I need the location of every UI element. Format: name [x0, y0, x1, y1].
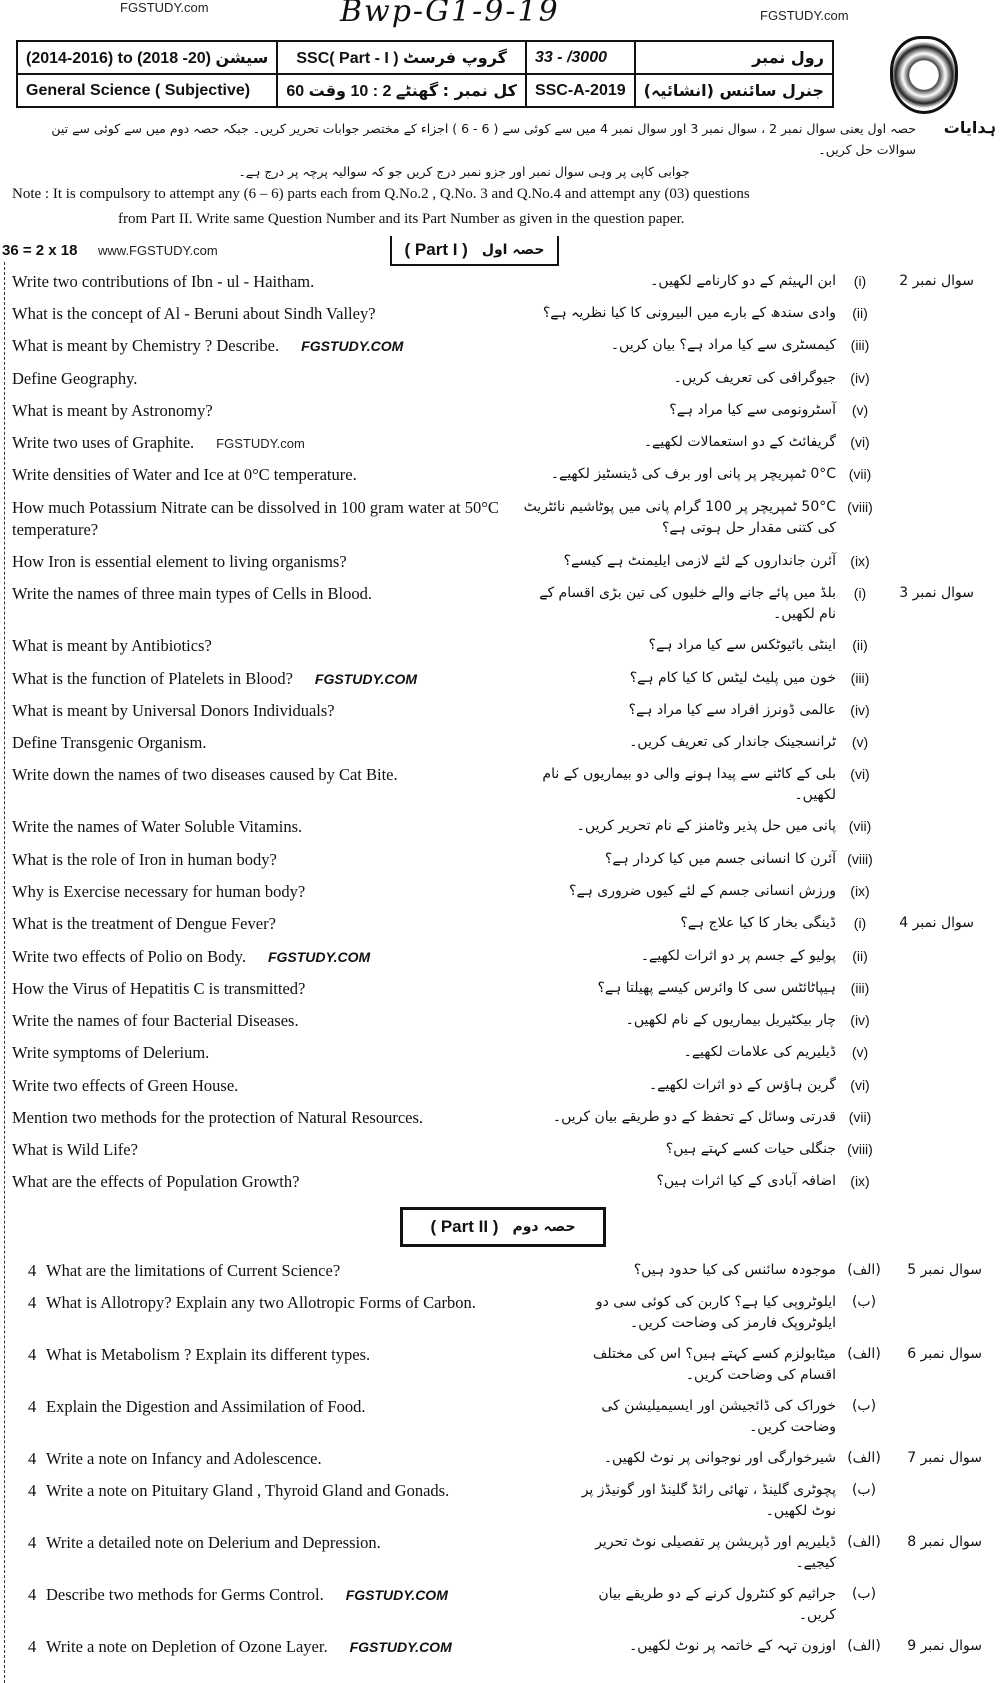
question-text-urdu: گریفائٹ کے دو استعمالات لکھیے۔ [643, 434, 836, 451]
instructions-line-1: حصہ اول یعنی سوال نمبر 2 ، سوال نمبر 3 اور سوال نمبر 4 میں سے کوئی سے ( 6 - 6 ) اجزاء کے مختصر جوابات تحریر کریں۔ جبکہ حصہ دوم میں سے کوئی سے تین سوالات حل کریں۔ [51, 121, 916, 158]
question-text-urdu: شیرخوارگی اور نوجوانی پر نوٹ لکھیں۔ [603, 1449, 836, 1466]
question-text: What are the limitations of Current Science? [46, 1260, 341, 1280]
question-text: Write the names of three main types of Cells in Blood. [12, 584, 372, 604]
question-cell [0, 881, 520, 903]
question-text: Write a detailed note on Delerium and Depression. [46, 1533, 381, 1553]
question-part-number: (v) [851, 1044, 869, 1061]
time-value: 2 : 10 [350, 82, 392, 100]
question-number-label: سوال نمبر 8 [907, 1534, 982, 1551]
instructions-text [12, 118, 916, 182]
question-text: What is Allotropy? Explain any two Allotropic Forms of Carbon. [46, 1292, 476, 1312]
question-text-urdu: پچوٹری گلینڈ ، تھائی رائڈ گلینڈ اور گونیڈز پر نوٹ لکھیں۔ [581, 1482, 836, 1520]
question-marks: 4 [28, 1637, 37, 1657]
question-part-label: (ب) [851, 1586, 877, 1603]
question-cell [0, 849, 520, 871]
question-row [0, 459, 1006, 491]
question-part-number: (vi) [850, 1076, 870, 1093]
part2-title: ( Part II ) [430, 1216, 499, 1236]
question-text-urdu: چار بیکٹیریل بیماریوں کے نام لکھیں۔ [625, 1012, 836, 1029]
question-text: What is meant by Universal Donors Individuals? [12, 700, 335, 720]
question-text: Describe two methods for Germs Control. [46, 1585, 324, 1605]
question-cell [0, 978, 520, 1000]
part1-questions [0, 266, 1006, 1199]
question-part-number: (ix) [850, 1173, 870, 1190]
question-text: How Iron is essential element to living organisms? [12, 552, 347, 572]
question-cell [0, 1075, 520, 1097]
roll-number-label: رول نمبر [752, 48, 824, 67]
question-cell [0, 432, 520, 454]
question-cell [0, 816, 520, 838]
part1-heading [390, 236, 559, 266]
question-number-label: سوال نمبر 3 [899, 585, 974, 602]
question-text: What is meant by Antibiotics? [12, 636, 212, 656]
question-cell [0, 1396, 560, 1418]
question-text: Write a note on Infancy and Adolescence. [46, 1448, 322, 1468]
note-line-2: from Part II. Write same Question Number and its Part Number as given in the question paper. [118, 210, 685, 227]
question-part-number: (vii) [848, 1108, 872, 1125]
question-number-label: سوال نمبر 9 [907, 1638, 982, 1655]
question-part-number: (iv) [850, 701, 870, 718]
question-row [0, 811, 1006, 843]
hours-label: گھنٹے [395, 80, 439, 100]
question-number-label: سوال نمبر 6 [907, 1345, 982, 1362]
question-cell [0, 497, 520, 542]
handwritten-paper-code: Bwp-G1-9-19 [340, 0, 560, 29]
question-text-urdu: آئرن کا انسانی جسم میں کیا کردار ہے؟ [604, 850, 836, 867]
question-cell [0, 1480, 560, 1502]
question-part-number: (vi) [850, 766, 870, 783]
question-number-label: سوال نمبر 7 [907, 1449, 982, 1466]
question-cell [0, 700, 520, 722]
question-row [0, 363, 1006, 395]
instructions [0, 118, 1006, 182]
question-cell [0, 335, 520, 357]
question-cell [0, 1636, 560, 1658]
question-cell [0, 946, 520, 968]
question-text-urdu: جراثیم کو کنٹرول کرنے کے دو طریقے بیان کریں۔ [598, 1586, 836, 1624]
question-text: Write a note on Pituitary Gland , Thyroid Gland and Gonads. [46, 1481, 450, 1501]
question-marks: 4 [28, 1260, 37, 1280]
question-cell [0, 271, 520, 293]
question-text-urdu: موجودہ سائنس کی کیا حدود ہیں؟ [633, 1261, 836, 1278]
subject-name: General Science ( Subjective) [26, 81, 251, 99]
question-text: Write the names of Water Soluble Vitamins. [12, 817, 303, 837]
question-text-urdu: پولیو کے جسم پر دو اثرات لکھیے۔ [640, 947, 836, 964]
question-text-urdu: ٹرانسجینک جاندار کی تعریف کریں۔ [629, 734, 836, 751]
question-text: Write two contributions of Ibn - ul - Haitham. [12, 271, 315, 291]
question-text-urdu: عالمی ڈونرز افراد سے کیا مراد ہے؟ [628, 701, 836, 718]
question-marks: 4 [28, 1533, 37, 1553]
question-part-number: (iv) [850, 369, 870, 386]
question-cell [0, 1010, 520, 1032]
question-row [0, 695, 1006, 727]
question-text: What is the treatment of Dengue Fever? [12, 914, 276, 934]
question-text: Write the names of four Bacterial Diseases. [12, 1011, 299, 1031]
question-text-urdu: بلی کے کاٹنے سے پیدا ہونے والی دو بیماریوں کے نام لکھیں۔ [542, 766, 836, 804]
question-row [0, 908, 1006, 940]
question-marks: 4 [28, 1585, 37, 1605]
question-part-number: (i) [853, 585, 867, 602]
question-text: Write a note on Depletion of Ozone Layer. [46, 1637, 328, 1657]
question-text: What is meant by Astronomy? [12, 400, 213, 420]
question-part-number: (viii) [847, 1141, 873, 1158]
question-text: What is Wild Life? [12, 1140, 138, 1160]
question-text: Write two effects of Polio on Body. [12, 946, 246, 966]
question-text: How the Virus of Hepatitis C is transmitted? [12, 978, 306, 998]
question-part-number: (ii) [852, 637, 868, 654]
question-part-number: (vi) [850, 434, 870, 451]
watermark: FGSTUDY.COM [267, 948, 371, 965]
question-text-urdu: ہیپاٹائٹس سی کا وائرس کیسے پھیلتا ہے؟ [597, 979, 836, 996]
question-text-urdu: قدرتی وسائل کے تحفظ کے دو طریقے بیان کریں۔ [552, 1108, 836, 1125]
total-marks: 60 [286, 82, 305, 100]
watermark: FGSTUDY.com [760, 8, 849, 23]
question-cell [0, 1139, 520, 1161]
question-row [0, 844, 1006, 876]
question-number-label: سوال نمبر 5 [907, 1261, 982, 1278]
question-part-number: (vii) [848, 466, 872, 483]
question-text-urdu: 0°C ٹمپریچر پر پانی اور برف کی ڈینسٹیز لکھیے۔ [550, 466, 836, 483]
question-cell [0, 1448, 560, 1470]
question-cell [0, 583, 520, 605]
question-text: Write down the names of two diseases caused by Cat Bite. [12, 765, 398, 785]
session-label: سیشن [215, 47, 269, 67]
question-row [0, 546, 1006, 578]
question-text: What is the concept of Al - Beruni about Sindh Valley? [12, 304, 376, 324]
question-text-urdu: 50°C ٹمپریچر پر 100 گرام پانی میں پوٹاشیم نائٹریٹ کی کتنی مقدار حل ہوتی ہے؟ [523, 498, 836, 536]
part2-heading-wrap [0, 1199, 1006, 1255]
question-row [0, 395, 1006, 427]
question-number-label: سوال نمبر 2 [899, 272, 974, 289]
question-text: Write densities of Water and Ice at 0°C temperature. [12, 465, 357, 485]
question-text: Why is Exercise necessary for human body? [12, 882, 306, 901]
question-text-urdu: اوزون تہہ کے خاتمہ پر نوٹ لکھیں۔ [629, 1638, 836, 1655]
question-part-number: (iii) [850, 669, 870, 686]
question-text-urdu: پانی میں حل پذیر وٹامنز کے نام تحریر کریں۔ [576, 818, 836, 835]
question-text-urdu: بلڈ میں پائے جانے والے خلیوں کی تین بڑی اقسام کے نام لکھیں۔ [539, 585, 836, 623]
question-cell [0, 668, 520, 690]
question-cell [0, 635, 520, 657]
question-text-urdu: کیمسٹری سے کیا مراد ہے؟ بیان کریں۔ [610, 337, 836, 354]
part2-heading [400, 1207, 606, 1247]
question-part-number: (i) [853, 915, 867, 932]
question-cell [0, 732, 520, 754]
subject-name-urdu: جنرل سائنس (انشائیہ) [643, 81, 824, 100]
question-row [0, 578, 1006, 630]
question-number-label: سوال نمبر 4 [899, 915, 974, 932]
watermark: FGSTUDY.com [120, 0, 209, 15]
question-part-number: (iv) [850, 1012, 870, 1029]
question-marks: 4 [28, 1481, 37, 1501]
question-marks: 4 [28, 1292, 37, 1312]
question-text-urdu: ڈینگی بخار کا کیا علاج ہے؟ [680, 915, 836, 932]
question-row [0, 1631, 1006, 1663]
question-text: What are the effects of Population Growth? [12, 1172, 300, 1192]
question-text-urdu: آسٹرونومی سے کیا مراد ہے؟ [669, 401, 836, 418]
question-part-number: (iii) [850, 979, 870, 996]
question-row [0, 266, 1006, 298]
question-cell [0, 913, 520, 935]
question-row [0, 727, 1006, 759]
question-part-number: (viii) [847, 498, 873, 515]
watermark: www.FGSTUDY.com [98, 243, 218, 259]
question-part-label: (الف) [847, 1345, 881, 1362]
question-text-urdu: ڈیلیریم کی علامات لکھیے۔ [683, 1044, 836, 1061]
question-part-label: (ب) [851, 1397, 877, 1414]
question-text: How much Potassium Nitrate can be dissolved in 100 gram water at 50°C temperature? [12, 497, 499, 539]
question-text-urdu: خوراک کی ڈائجیشن اور ایسیمیلیشن کی وضاحت کریں۔ [601, 1397, 836, 1435]
question-row [0, 973, 1006, 1005]
question-part-number: (viii) [847, 850, 873, 867]
question-text-urdu: وادی سندھ کے بارے میں البیرونی کا کیا نظریہ ہے؟ [542, 305, 836, 322]
question-part-label: (ب) [851, 1482, 877, 1499]
question-row [0, 1287, 1006, 1339]
question-marks: 4 [28, 1448, 37, 1468]
question-row [0, 1579, 1006, 1631]
question-cell [0, 1042, 520, 1064]
part1-title: ( Part I ) [404, 239, 468, 259]
question-text-urdu: آئرن جانداروں کے لئے لازمی ایلیمنٹ ہے کیسے؟ [563, 553, 836, 570]
question-row [0, 1134, 1006, 1166]
question-row [0, 1443, 1006, 1475]
instructions-line-2: جوابی کاپی پر وہی سوال نمبر اور جزو نمبر درج کریں جو کہ سوالیہ پرچہ پر درج ہے۔ [238, 163, 690, 179]
note-line-1: Note : It is compulsory to attempt any (6 – 6) parts each from Q.No.2 , Q.No. 3 and Q.No.4 and attempt any (03) questions [12, 185, 750, 202]
question-cell [0, 551, 520, 573]
watermark: FGSTUDY.COM [301, 338, 404, 355]
question-text: What is meant by Chemistry ? Describe. [12, 336, 280, 356]
question-cell [0, 1292, 560, 1314]
question-text: Write symptoms of Delerium. [12, 1043, 210, 1063]
question-cell [0, 368, 520, 390]
question-part-number: (ix) [850, 883, 870, 899]
question-cell [0, 1532, 560, 1554]
question-part-number: (iii) [850, 337, 870, 354]
class-name: SSC( Part - I ) [296, 49, 399, 67]
question-text-urdu: ورزش انسانی جسم کے لئے کیوں ضروری ہے؟ [569, 883, 836, 899]
question-marks: 4 [28, 1344, 37, 1364]
question-text: Write two uses of Graphite. [12, 433, 195, 453]
part2-questions [0, 1255, 1006, 1664]
question-row [0, 1255, 1006, 1287]
total-marks-label: کل نمبر : [442, 80, 517, 100]
exam-code: SSC-A-2019 [534, 81, 626, 99]
question-part-number: (vii) [848, 818, 872, 835]
question-part-number: (i) [853, 272, 867, 289]
question-text-urdu: ایلوٹروپی کیا ہے؟ کاربن کی کوئی سی دو ایلوٹروپک فارمز کی وضاحت کریں۔ [595, 1293, 836, 1331]
question-text-urdu: میٹابولزم کسے کہتے ہیں؟ اس کی مختلف اقسام کی وضاحت کریں۔ [592, 1345, 836, 1383]
question-part-number: (ii) [852, 305, 868, 322]
question-row [0, 759, 1006, 811]
question-part-number: (ix) [850, 553, 870, 570]
question-part-label: (الف) [847, 1638, 881, 1655]
question-row [0, 298, 1006, 330]
part1-marks: 36 = 2 x 18 [2, 242, 78, 260]
question-text: Define Geography. [12, 368, 138, 388]
watermark: FGSTUDY.COM [314, 670, 418, 687]
group-label: گروپ فرسٹ [403, 47, 507, 67]
question-row [0, 427, 1006, 459]
question-text: What is the function of Platelets in Blood? [12, 668, 293, 688]
question-row [0, 876, 1006, 908]
question-text-urdu: گرین ہاؤس کے دو اثرات لکھیے۔ [648, 1076, 836, 1093]
question-text-urdu: خون میں پلیٹ لیٹس کا کیا کام ہے؟ [629, 669, 836, 686]
question-row [0, 1102, 1006, 1134]
part1-title-urdu: حصہ اول [481, 241, 545, 258]
question-row [0, 330, 1006, 362]
question-text: What is Metabolism ? Explain its different types. [46, 1344, 371, 1364]
question-row [0, 630, 1006, 662]
question-text-urdu: جیوگرافی کی تعریف کریں۔ [673, 369, 836, 386]
question-text: Explain the Digestion and Assimilation of Food. [46, 1396, 366, 1416]
question-cell [0, 303, 520, 325]
question-row [0, 941, 1006, 973]
question-part-number: (v) [851, 734, 869, 751]
question-cell [0, 1344, 560, 1366]
watermark: FGSTUDY.COM [345, 1587, 448, 1604]
question-part-label: (الف) [847, 1534, 881, 1551]
question-text-urdu: ڈیلیریم اور ڈپریشن پر تفصیلی نوٹ تحریر کیجیے۔ [595, 1534, 836, 1572]
question-row [0, 492, 1006, 547]
instructions-label: ہدایات [943, 118, 996, 137]
session-range: (2014-2016) to (2018 -20) [26, 49, 211, 67]
watermark: FGSTUDY.com [216, 436, 305, 452]
question-cell [0, 1171, 520, 1193]
watermark: FGSTUDY.COM [349, 1639, 452, 1656]
question-text: Mention two methods for the protection of Natural Resources. [12, 1107, 424, 1127]
question-cell [0, 1107, 520, 1129]
time-label: وقت [308, 80, 346, 100]
question-part-number: (ii) [852, 947, 868, 964]
question-text: What is the role of Iron in human body? [12, 849, 277, 869]
question-part-label: (الف) [847, 1261, 881, 1278]
question-row [0, 1391, 1006, 1443]
question-part-number: (v) [851, 401, 869, 418]
question-cell [0, 1260, 560, 1282]
question-row [0, 1037, 1006, 1069]
question-cell [0, 400, 520, 422]
question-cell [0, 464, 520, 486]
question-cell [0, 1584, 560, 1606]
question-cell [0, 764, 520, 786]
question-text: Write two effects of Green House. [12, 1075, 239, 1095]
roll-number-value: 33 - /3000 [534, 48, 607, 66]
part2-title-urdu: حصہ دوم [512, 1218, 576, 1235]
question-text-urdu: اینٹی بائیوٹکس سے کیا مراد ہے؟ [648, 637, 836, 654]
question-text-urdu: جنگلی حیات کسے کہتے ہیں؟ [665, 1141, 836, 1158]
part1-header-line [0, 236, 1006, 266]
question-row [0, 1475, 1006, 1527]
question-row [0, 1527, 1006, 1579]
question-row [0, 1005, 1006, 1037]
question-part-label: (الف) [847, 1449, 881, 1466]
question-row [0, 1339, 1006, 1391]
question-text-urdu: اضافہ آبادی کے کیا اثرات ہیں؟ [656, 1173, 836, 1190]
question-part-label: (ب) [851, 1293, 877, 1310]
question-text-urdu: ابن الہیثم کے دو کارنامے لکھیں۔ [650, 272, 836, 289]
question-text: Define Transgenic Organism. [12, 733, 207, 753]
question-row [0, 663, 1006, 695]
question-marks: 4 [28, 1396, 37, 1416]
question-row [0, 1166, 1006, 1198]
question-row [0, 1070, 1006, 1102]
